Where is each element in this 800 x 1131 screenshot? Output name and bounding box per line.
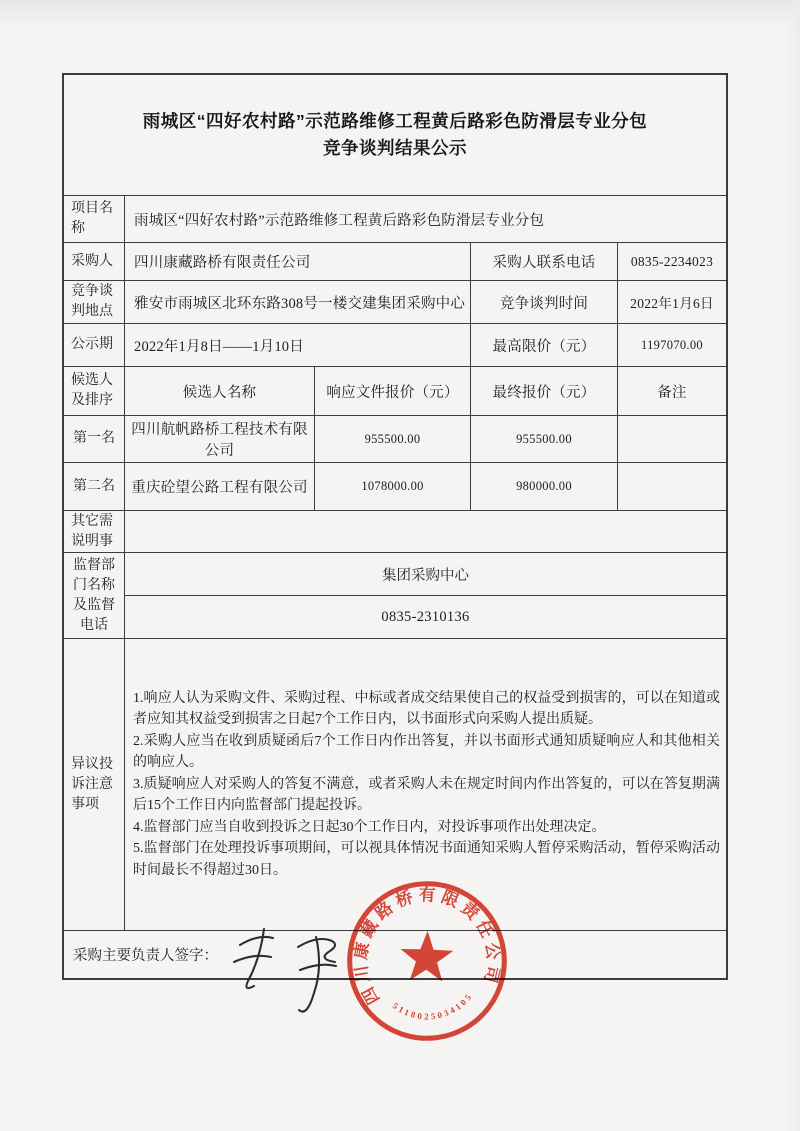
publicity-period-label: 公示期: [71, 337, 113, 352]
supervision-values: [124, 553, 726, 638]
purchaser-phone-label: 采购人联系电话: [470, 243, 617, 280]
signature-label: 采购主要负责人签字：: [73, 948, 218, 964]
seal-number: 5118025034105: [390, 990, 475, 1022]
candidate-row-1: [64, 415, 726, 462]
other-notes-value: [124, 511, 726, 552]
max-price-value: 1197070.00: [617, 324, 726, 366]
objection-label: 异议投诉注意事项: [71, 756, 113, 812]
candidate-1-final-price: 955500.00: [470, 416, 617, 462]
max-price-label: 最高限价（元）: [470, 324, 617, 366]
candidate-row-2: [64, 462, 726, 510]
negotiation-place-value: 雅安市雨城区北环东路308号一楼交建集团采购中心: [124, 281, 470, 323]
purchaser-row: [64, 242, 726, 280]
document-title-line2: 竞争谈判结果公示: [323, 138, 467, 158]
candidates-name-header: 候选人名称: [124, 367, 314, 415]
objection-paragraphs: [125, 680, 726, 890]
candidate-1-rank: 第一名: [73, 431, 115, 446]
candidates-response-price-header: 响应文件报价（元）: [314, 367, 470, 415]
other-notes-label: 其它需说明事: [71, 513, 113, 549]
seal-company-name: 四川康藏路桥有限责任公司: [350, 885, 504, 1008]
negotiation-time-value: 2022年1月6日: [617, 281, 726, 323]
negotiation-row: [64, 280, 726, 323]
candidate-1-name: 四川航帆路桥工程技术有限公司: [124, 416, 314, 462]
objection-paragraph-3: 3.质疑响应人对采购人的答复不满意，或者采购人未在规定时间内作出答复的，可以在答复期满后15个工作日内向监督部门提起投诉。: [133, 776, 720, 814]
publicity-period-value: 2022年1月8日——1月10日: [124, 324, 470, 366]
candidate-1-response-price: 955500.00: [314, 416, 470, 462]
result-table: [62, 73, 728, 980]
candidate-2-response-price: 1078000.00: [314, 463, 470, 510]
negotiation-time-label: 竞争谈判时间: [470, 281, 617, 323]
title-block: [64, 75, 726, 195]
candidates-rank-header: 候选人及排序: [71, 373, 113, 408]
candidate-2-remark: [617, 463, 726, 510]
supervision-dept: 集团采购中心: [125, 553, 726, 596]
objection-paragraph-5: 5.监督部门在处理投诉事项期间，可以视具体情况书面通知采购人暂停采购活动，暂停采购活动时间最长不得超过30日。: [133, 841, 720, 878]
publicity-row: [64, 323, 726, 366]
purchaser-value: 四川康藏路桥有限责任公司: [124, 243, 470, 280]
company-seal: [332, 866, 522, 1056]
candidates-remark-header: 备注: [617, 367, 726, 415]
supervision-row: [64, 552, 726, 638]
project-name-row: [64, 195, 726, 242]
negotiation-place-label: 竞争谈判地点: [71, 284, 113, 319]
objection-paragraph-1: 1.响应人认为采购文件、采购过程、中标或者成交结果使自己的权益受到损害的，可以在知道或者应知其权益受到损害之日起7个工作日内，以书面形式向采购人提出质疑。: [133, 690, 720, 728]
candidate-1-remark: [617, 416, 726, 462]
svg-text:5118025034105: [390, 990, 478, 1027]
objection-paragraph-2: 2.采购人应当在收到质疑函后7个工作日内作出答复，并以书面形式通知质疑响应人和其他相关的响应人。: [133, 733, 720, 771]
project-name-value: 雨城区“四好农村路”示范路维修工程黄后路彩色防滑层专业分包: [124, 196, 726, 242]
candidates-final-price-header: 最终报价（元）: [470, 367, 617, 415]
star-icon: [400, 930, 454, 982]
supervision-label: 监督部门名称及监督电话: [73, 557, 115, 633]
purchaser-label: 采购人: [71, 253, 113, 269]
other-notes-row: [64, 510, 726, 552]
candidate-2-name: 重庆砼望公路工程有限公司: [124, 463, 314, 510]
candidate-2-final-price: 980000.00: [470, 463, 617, 510]
candidates-header-row: [64, 366, 726, 415]
title-cell: [64, 75, 726, 195]
candidate-2-rank: 第二名: [73, 478, 115, 494]
project-name-label: 项目名称: [71, 201, 113, 236]
supervision-phone: 0835-2310136: [381, 608, 470, 625]
purchaser-phone-value: 0835-2234023: [617, 243, 726, 280]
document-title-line1: 雨城区“四好农村路”示范路维修工程黄后路彩色防滑层专业分包: [142, 111, 648, 131]
objection-paragraph-4: 4.监督部门应当自收到投诉之日起30个工作日内，对投诉事项作出处理决定。: [133, 819, 606, 835]
